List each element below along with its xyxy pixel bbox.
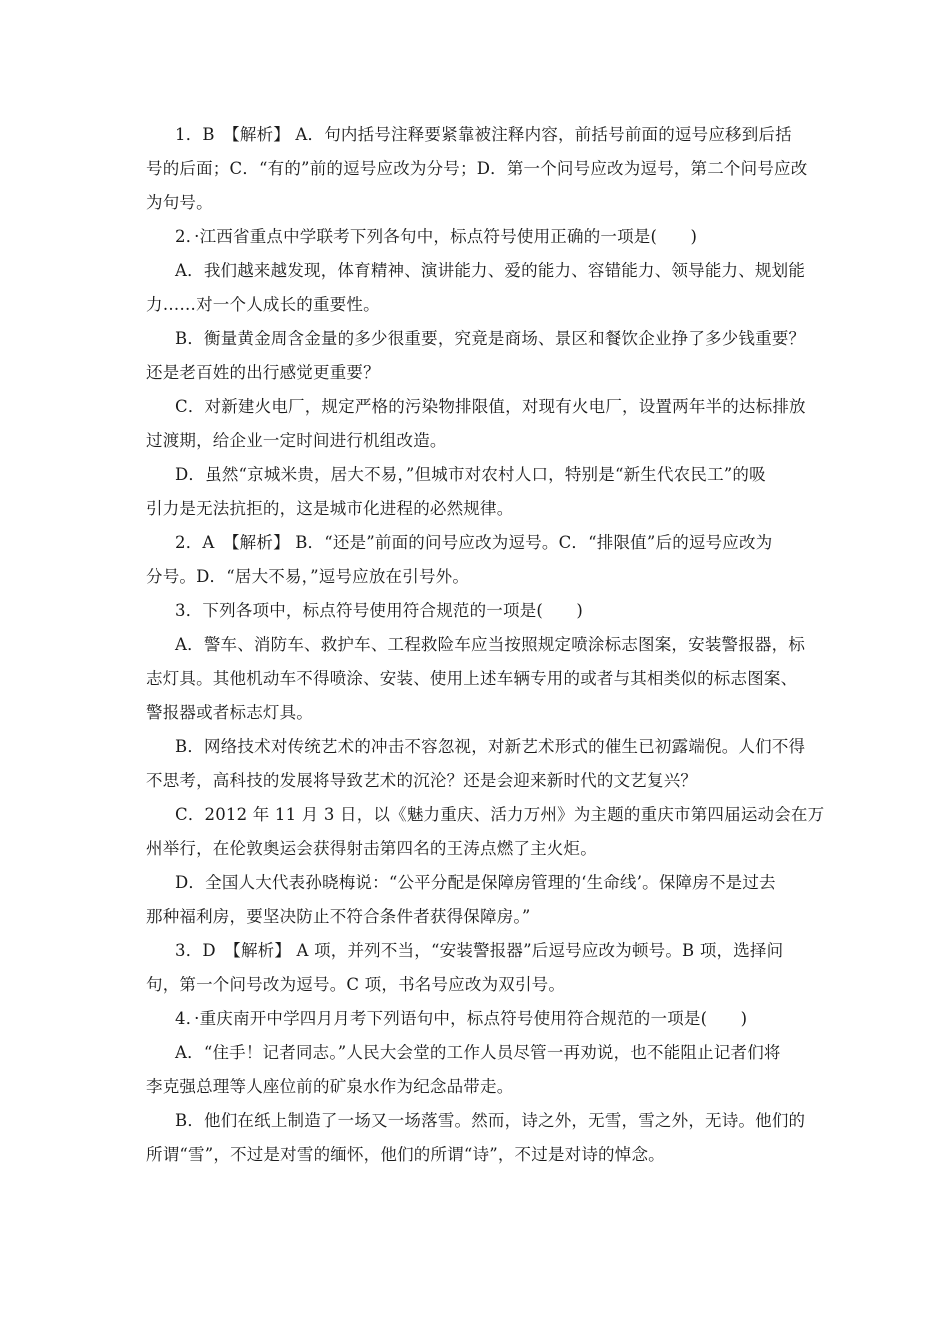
paragraph: [146, 594, 810, 628]
paragraph: [146, 934, 810, 1002]
paragraph-first-line: 4．·重庆南开中学四月月考下列语句中，标点符号使用符合规范的一项是( ): [175, 1009, 748, 1028]
paragraph-line: 句，第一个问号改为逗号。C 项，书名号应改为双引号。: [146, 975, 566, 994]
paragraph: [146, 628, 810, 730]
paragraph-line: 号的后面；C．“有的”前的逗号应改为分号；D．第一个问号应改为逗号，第二个问号应改: [146, 159, 808, 178]
paragraph: [146, 322, 810, 390]
paragraph-line: 那种福利房，要坚决防止不符合条件者获得保障房。”: [146, 907, 531, 926]
paragraph-first-line: 1．B 【解析】 A．句内括号注释要紧靠被注释内容，前括号前面的逗号应移到后括: [175, 125, 792, 144]
paragraph: [146, 220, 810, 254]
paragraph-line: 州举行，在伦敦奥运会获得射击第四名的王涛点燃了主火炬。: [146, 839, 597, 858]
paragraph-line: 引力是无法抗拒的，这是城市化进程的必然规律。: [146, 499, 514, 518]
paragraph: [146, 254, 810, 322]
paragraph-first-line: A．警车、消防车、救护车、工程救险车应当按照规定喷涂标志图案，安装警报器，标: [175, 635, 806, 654]
paragraph: [146, 1104, 810, 1172]
document-page: [146, 118, 825, 1172]
paragraph-first-line: 2．·江西省重点中学联考下列各句中，标点符号使用正确的一项是( ): [175, 227, 698, 246]
paragraph: [146, 458, 810, 526]
paragraph-line: 分号。D．“居大不易，”逗号应放在引号外。: [146, 567, 470, 586]
paragraph-line: 还是老百姓的出行感觉更重要？: [146, 363, 380, 382]
paragraph-first-line: 2．A 【解析】 B．“还是”前面的问号应改为逗号。C．“排限值”后的逗号应改为: [175, 533, 773, 552]
paragraph-line: 警报器或者标志灯具。: [146, 703, 313, 722]
paragraph-first-line: B．衡量黄金周含金量的多少很重要，究竟是商场、景区和餐饮企业挣了多少钱重要？: [175, 329, 806, 348]
paragraph: [146, 866, 810, 934]
paragraph-line: 为句号。: [146, 193, 213, 212]
paragraph: [146, 730, 810, 798]
paragraph: [146, 390, 810, 458]
paragraph-line: 志灯具。其他机动车不得喷涂、安装、使用上述车辆专用的或者与其相类似的标志图案、: [146, 669, 798, 688]
paragraph-first-line: A．“住手！记者同志。”人民大会堂的工作人员尽管一再劝说，也不能阻止记者们将: [175, 1043, 781, 1062]
paragraph-line: 所谓“雪”，不过是对雪的缅怀，他们的所谓“诗”，不过是对诗的悼念。: [146, 1145, 665, 1164]
paragraph-first-line: 3．下列各项中，标点符号使用符合规范的一项是( ): [175, 601, 584, 620]
paragraph-first-line: A．我们越来越发现，体育精神、演讲能力、爱的能力、容错能力、领导能力、规划能: [175, 261, 806, 280]
paragraph-first-line: D．虽然“京城米贵，居大不易，”但城市对农村人口，特别是“新生代农民工”的吸: [175, 465, 766, 484]
paragraph-line: 不思考，高科技的发展将导致艺术的沉沦？还是会迎来新时代的文艺复兴？: [146, 771, 698, 790]
paragraph-line: 过渡期，给企业一定时间进行机组改造。: [146, 431, 447, 450]
paragraph-line: 李克强总理等人座位前的矿泉水作为纪念品带走。: [146, 1077, 514, 1096]
paragraph-first-line: D．全国人大代表孙晓梅说：“公平分配是保障房管理的‘生命线’。保障房不是过去: [175, 873, 776, 892]
paragraph-first-line: C．2012 年 11 月 3 日，以《魅力重庆、活力万州》为主题的重庆市第四届运动会在万: [175, 805, 825, 824]
paragraph: [146, 798, 825, 866]
paragraph-first-line: B．他们在纸上制造了一场又一场落雪。然而，诗之外，无雪，雪之外，无诗。他们的: [175, 1111, 806, 1130]
paragraph: [146, 526, 810, 594]
paragraph-first-line: 3．D 【解析】 A 项，并列不当，“安装警报器”后逗号应改为顿号。B 项，选择问: [175, 941, 784, 960]
paragraph: [146, 118, 810, 220]
paragraph: [146, 1036, 810, 1104]
paragraph-line: 力……对一个人成长的重要性。: [146, 295, 380, 314]
paragraph: [146, 1002, 810, 1036]
paragraph-first-line: C．对新建火电厂，规定严格的污染物排限值，对现有火电厂，设置两年半的达标排放: [175, 397, 806, 416]
paragraph-first-line: B．网络技术对传统艺术的冲击不容忽视，对新艺术形式的催生已初露端倪。人们不得: [175, 737, 806, 756]
